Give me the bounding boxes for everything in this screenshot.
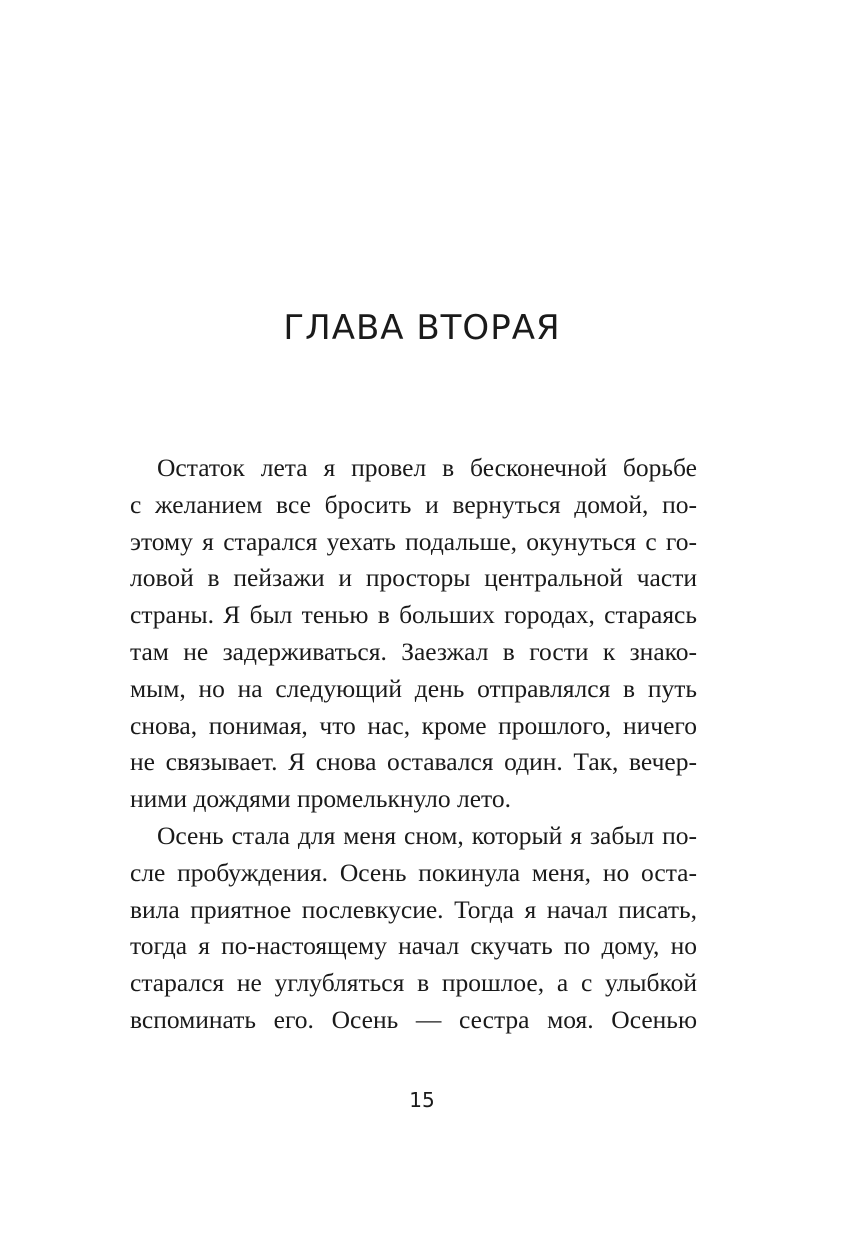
text-line: с желанием все бросить и вернуться домой, по- <box>130 489 697 519</box>
text-line: этому я старался уехать подальше, окунуться с го- <box>130 526 697 556</box>
text-line: тогда я по-настоящему начал скучать по дому, но <box>130 931 697 961</box>
text-line: страны. Я был тенью в больших городах, стараясь <box>130 600 697 630</box>
chapter-title: ГЛАВА ВТОРАЯ <box>283 308 561 348</box>
text-line: ними дождями промелькнуло лето. <box>130 784 511 814</box>
text-line: вспоминать его. Осень — сестра моя. Осенью <box>130 1004 697 1034</box>
text-line: вила приятное послевкусие. Тогда я начал писать, <box>130 894 697 924</box>
text-line: там не задерживаться. Заезжал в гости к знако- <box>130 636 697 666</box>
text-line: старался не углубляться в прошлое, а с улыбкой <box>130 968 697 998</box>
text-line: мым, но на следующий день отправлялся в путь <box>130 673 697 703</box>
text-line: Остаток лета я провел в бесконечной борьбе <box>157 453 697 482</box>
text-line: Осень стала для меня сном, который я забыл по- <box>157 820 697 850</box>
text-line: ловой в пейзажи и просторы центральной части <box>130 563 697 593</box>
chapter-text <box>130 450 697 1039</box>
page-number: 15 <box>409 1088 435 1112</box>
text-line: снова, понимая, что нас, кроме прошлого, ничего <box>130 710 697 740</box>
text-line: не связывает. Я снова оставался один. Так, вечер- <box>130 747 697 777</box>
text-line: сле пробуждения. Осень покинула меня, но оста- <box>130 857 697 887</box>
